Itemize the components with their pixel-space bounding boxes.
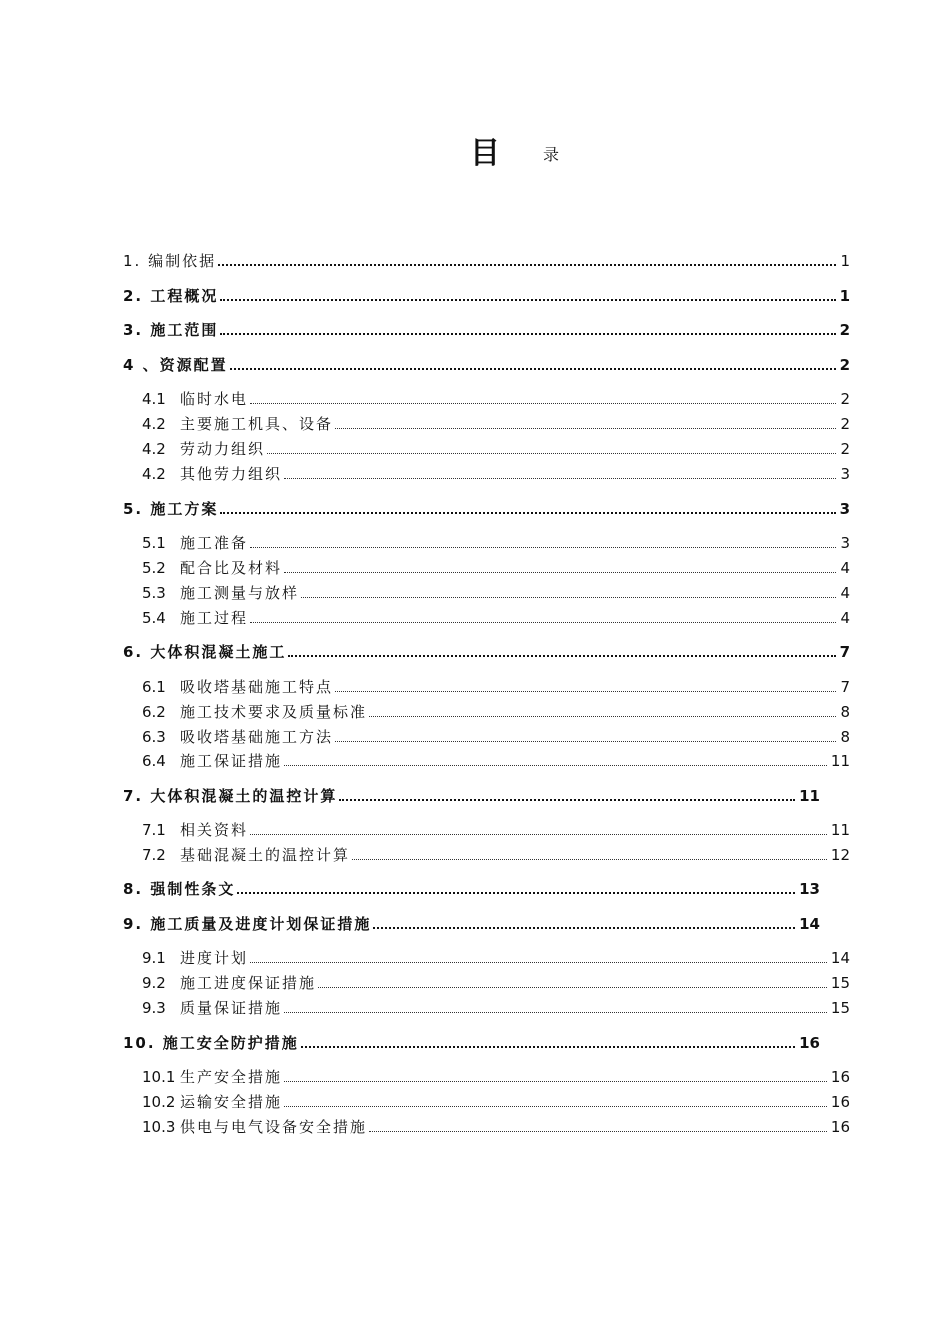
toc-entry-label: 3. 施工范围 (123, 321, 219, 339)
toc-entry-number: 9.3 (142, 999, 166, 1017)
toc-entry[interactable] (123, 353, 850, 375)
dot-leader (335, 691, 836, 692)
toc-entry-label: 主要施工机具、设备 (180, 415, 334, 433)
toc-entry[interactable] (123, 1090, 850, 1112)
toc-entry-page: 8 (840, 728, 850, 746)
toc-entry-page: 13 (799, 880, 820, 898)
dot-leader (250, 403, 836, 404)
toc-entry-number: 5.1 (142, 534, 166, 552)
toc-entry[interactable] (123, 675, 850, 697)
title-char-lu: 录 (543, 145, 560, 164)
toc-entry-label: 9. 施工质量及进度计划保证措施 (123, 915, 372, 933)
toc-entry-page: 3 (840, 465, 850, 483)
dot-leader (284, 572, 836, 573)
toc-entry-page: 11 (830, 752, 850, 770)
toc-entry-page: 4 (840, 584, 850, 602)
dot-leader (339, 799, 795, 801)
toc-entry[interactable] (123, 556, 850, 578)
dot-leader (369, 716, 836, 717)
toc-entry-page: 2 (840, 415, 850, 433)
toc-entry-page: 16 (830, 1093, 850, 1111)
dot-leader (301, 597, 836, 598)
toc-entry-page: 2 (839, 321, 850, 339)
toc-entry[interactable] (123, 749, 850, 771)
toc-entry-page: 12 (830, 846, 850, 864)
toc-entry[interactable] (123, 996, 850, 1018)
toc-entry-label: 生产安全措施 (180, 1068, 283, 1086)
dot-leader (335, 741, 836, 742)
toc-entry-label: 配合比及材料 (180, 559, 283, 577)
toc-entry-label: 7. 大体积混凝土的温控计算 (123, 787, 338, 805)
toc-entry-page: 7 (839, 643, 850, 661)
toc-entry-label: 基础混凝土的温控计算 (180, 846, 351, 864)
toc-entry-label: 供电与电气设备安全措施 (180, 1118, 368, 1136)
toc-entry[interactable] (123, 784, 820, 806)
toc-entry-page: 3 (839, 500, 850, 518)
toc-entry-label: 吸收塔基础施工特点 (180, 678, 334, 696)
dot-leader (220, 333, 835, 335)
toc-entry[interactable] (123, 606, 850, 628)
toc-entry[interactable] (123, 946, 850, 968)
toc-title (0, 128, 950, 171)
toc-entry[interactable] (123, 284, 850, 306)
toc-entry-number: 6.1 (142, 678, 166, 696)
dot-leader (230, 368, 836, 370)
toc-entry-page: 11 (799, 787, 820, 805)
toc-entry-number: 5.2 (142, 559, 166, 577)
toc-entry[interactable] (123, 843, 850, 865)
dot-leader (284, 1106, 827, 1107)
toc-entry[interactable] (123, 387, 850, 409)
toc-entry-number: 4.1 (142, 390, 166, 408)
title-char-mu: 目 (470, 136, 502, 171)
dot-leader (373, 927, 795, 929)
toc-entry-label: 4 、资源配置 (123, 356, 228, 374)
toc-entry-page: 14 (830, 949, 850, 967)
toc-entry-page: 16 (830, 1068, 850, 1086)
toc-entry-label: 10. 施工安全防护措施 (123, 1034, 299, 1052)
toc-entry-label: 施工保证措施 (180, 752, 283, 770)
toc-entry[interactable] (123, 412, 850, 434)
dot-leader (352, 859, 827, 860)
toc-entry-label: 8. 强制性条文 (123, 880, 236, 898)
dot-leader (284, 1081, 827, 1082)
toc-entry-number: 6.2 (142, 703, 166, 721)
toc-entry-number: 5.4 (142, 609, 166, 627)
toc-entry-page: 8 (840, 703, 850, 721)
toc-entry-label: 施工测量与放样 (180, 584, 300, 602)
toc-entry-label: 相关资料 (180, 821, 249, 839)
toc-entry[interactable] (123, 318, 850, 340)
toc-entry-number: 5.3 (142, 584, 166, 602)
toc-entry-label: 质量保证措施 (180, 999, 283, 1017)
toc-entry[interactable] (123, 700, 850, 722)
toc-entry-page: 3 (840, 534, 850, 552)
toc-entry[interactable] (123, 1115, 850, 1137)
toc-entry-number: 4.2 (142, 415, 166, 433)
toc-entry[interactable] (123, 912, 820, 934)
toc-entry-number: 10.1 (142, 1068, 176, 1086)
toc-entry-page: 14 (799, 915, 820, 933)
toc-entry[interactable] (123, 877, 820, 899)
dot-leader (301, 1046, 795, 1048)
toc-entry[interactable] (123, 581, 850, 603)
toc-entry[interactable] (123, 437, 850, 459)
toc-entry[interactable] (123, 971, 850, 993)
toc-entry-label: 运输安全措施 (180, 1093, 283, 1111)
toc-entry-page: 15 (830, 999, 850, 1017)
dot-leader (267, 453, 836, 454)
toc-entry-label: 其他劳力组织 (180, 465, 283, 483)
dot-leader (250, 962, 827, 963)
toc-entry[interactable] (123, 1031, 820, 1053)
toc-entry[interactable] (123, 725, 850, 747)
toc-entry-number: 9.1 (142, 949, 166, 967)
toc-entry-number: 10.3 (142, 1118, 176, 1136)
toc-entry-number: 9.2 (142, 974, 166, 992)
dot-leader (218, 264, 836, 266)
dot-leader (250, 834, 827, 835)
toc-entry-label: 施工进度保证措施 (180, 974, 317, 992)
dot-leader (288, 655, 835, 657)
toc-entry-number: 4.2 (142, 465, 166, 483)
toc-entry[interactable] (123, 640, 850, 662)
dot-leader (369, 1131, 827, 1132)
toc-entry-number: 10.2 (142, 1093, 176, 1111)
toc-entry-label: 施工技术要求及质量标准 (180, 703, 368, 721)
toc-entry-page: 2 (840, 440, 850, 458)
dot-leader (220, 299, 835, 301)
toc-entry-number: 6.4 (142, 752, 166, 770)
toc-entry[interactable] (123, 531, 850, 553)
toc-entry-page: 15 (830, 974, 850, 992)
dot-leader (237, 892, 795, 894)
toc-entry-number: 7.2 (142, 846, 166, 864)
toc-entry-page: 16 (799, 1034, 820, 1052)
toc-entry[interactable] (123, 497, 850, 519)
toc-entry[interactable] (123, 1065, 850, 1087)
toc-entry-page: 4 (840, 559, 850, 577)
toc-entry-page: 2 (839, 356, 850, 374)
toc-entry-label: 施工过程 (180, 609, 249, 627)
toc-entry-label: 劳动力组织 (180, 440, 266, 458)
toc-entry-page: 1 (839, 287, 850, 305)
toc-entry-label: 6. 大体积混凝土施工 (123, 643, 287, 661)
toc-entry-label: 2. 工程概况 (123, 287, 219, 305)
toc-entry-label: 施工准备 (180, 534, 249, 552)
dot-leader (220, 512, 835, 514)
toc-entry-page: 16 (830, 1118, 850, 1136)
dot-leader (318, 987, 827, 988)
dot-leader (284, 765, 827, 766)
toc-entry-page: 11 (830, 821, 850, 839)
toc-entry-page: 7 (840, 678, 850, 696)
toc-entry-label: 临时水电 (180, 390, 249, 408)
toc-entry-page: 2 (840, 390, 850, 408)
toc-entry-label: 进度计划 (180, 949, 249, 967)
dot-leader (335, 428, 836, 429)
dot-leader (250, 622, 836, 623)
dot-leader (250, 547, 836, 548)
dot-leader (284, 1012, 827, 1013)
toc-entry-number: 4.2 (142, 440, 166, 458)
toc-entry-page: 4 (840, 609, 850, 627)
toc-entry[interactable] (123, 462, 850, 484)
toc-entry[interactable] (123, 249, 850, 271)
dot-leader (284, 478, 836, 479)
toc-entry-label: 1. 编制依据 (123, 252, 217, 270)
toc-entry-page: 1 (840, 252, 850, 270)
toc-entry-label: 5. 施工方案 (123, 500, 219, 518)
toc-entry-number: 7.1 (142, 821, 166, 839)
toc-entry-label: 吸收塔基础施工方法 (180, 728, 334, 746)
toc-entry[interactable] (123, 818, 850, 840)
toc-entry-number: 6.3 (142, 728, 166, 746)
